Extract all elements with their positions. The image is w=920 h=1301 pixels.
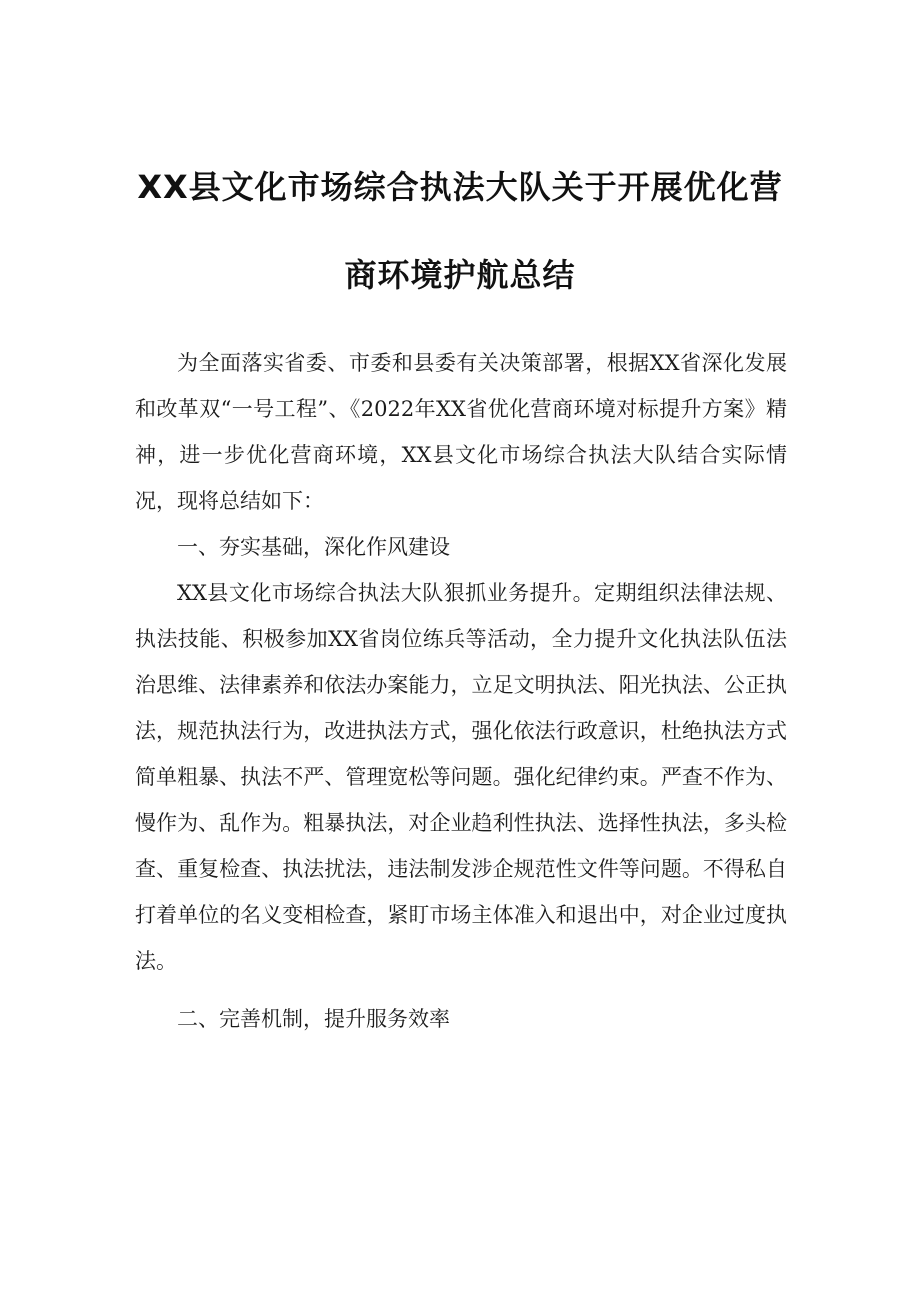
intro-paragraph: 为全面落实省委、市委和县委有关决策部署，根据XX省深化发展和改革双“一号工程”、《2022年XX省优化营商环境对标提升方案》精神，进一步优化营商环境，XX县文化市场综合执法大队结合实际情况，现将总结如下：	[135, 351, 787, 513]
document-title-line-2: 商环境护航总结	[344, 256, 576, 294]
document-title-line-1: XX县文化市场综合执法大队关于开展优化营	[137, 168, 783, 206]
section-1-heading: 一、夯实基础，深化作风建设	[177, 535, 450, 559]
section-1-paragraph: XX县文化市场综合执法大队狠抓业务提升。定期组织法律法规、执法技能、积极参加XX省岗位练兵等活动，全力提升文化执法队伍法治思维、法律素养和依法办案能力，立足文明执法、阳光执法、公正执法，规范执法行为，改进执法方式，强化依法行政意识，杜绝执法方式简单粗暴、执法不严、管理宽松等问题。强化纪律约束。严查不作为、慢作为、乱作为。粗暴执法，对企业趋利性执法、选择性执法，多头检查、重复检查、执法扰法，违法制发涉企规范性文件等问题。不得私自打着单位的名义变相检查，紧盯市场主体准入和退出中，对企业过度执法。	[135, 581, 787, 973]
document-body	[135, 340, 787, 1042]
section-2-heading: 二、完善机制，提升服务效率	[177, 1007, 450, 1031]
